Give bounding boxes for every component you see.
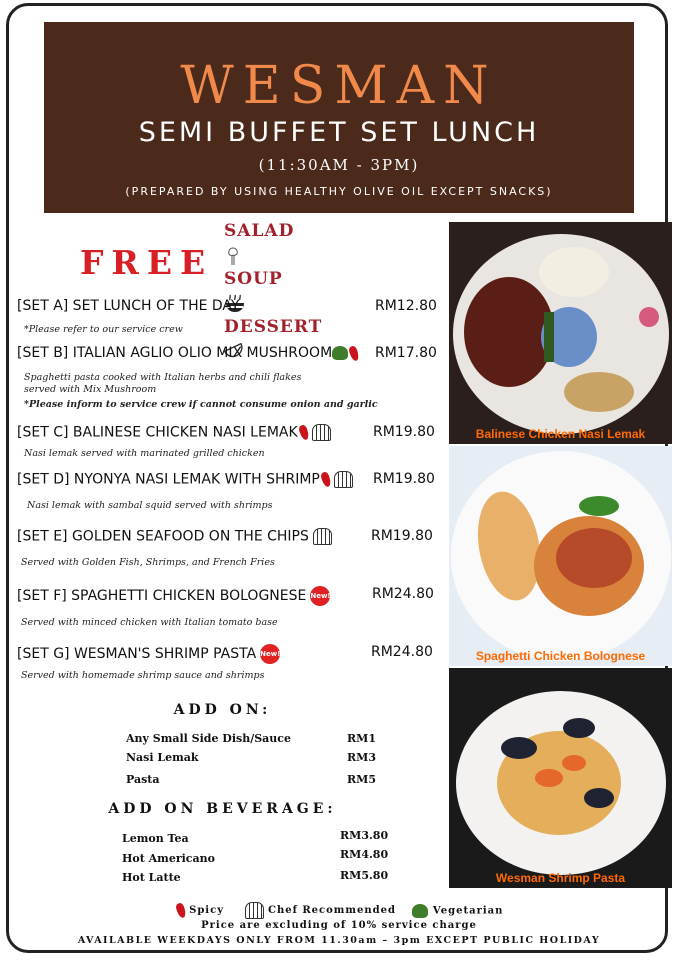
set-e-desc: Served with Golden Fish, Shrimps, and French Fries [21,557,275,568]
set-f-name-wrap [17,586,330,606]
set-g-name: [SET G] WESMAN'S SHRIMP PASTA [17,646,257,662]
set-f-desc: Served with minced chicken with Italian tomato base [21,617,278,628]
icon-legend [0,902,678,919]
add-on-item-price: RM1 [347,732,376,745]
beverage-item-name: Hot Americano [122,852,215,865]
nasi-lemak-dish [449,222,672,444]
chef-hat-icon [312,424,331,441]
set-e-price: RM19.80 [371,528,433,544]
chef-hat-icon [245,902,264,919]
set-b-price: RM17.80 [375,345,437,361]
beverage-item-name: Lemon Tea [122,832,189,845]
new-badge: New! [310,586,330,606]
set-b-name: [SET B] ITALIAN AGLIO OLIO MIX MUSHROOM [17,345,333,361]
add-on-item-name: Pasta [126,773,160,786]
set-a-name: [SET A] SET LUNCH OF THE DAY [17,298,240,314]
serving-hours: (11:30AM - 3PM) [258,156,420,174]
set-e-name: [SET E] GOLDEN SEAFOOD ON THE CHIPS [17,528,309,545]
broccoli-icon [332,346,348,360]
free-item-soup: SOUP [224,267,322,315]
chili-icon [174,902,186,919]
add-on-item-name: Any Small Side Dish/Sauce [126,732,291,745]
free-item-dessert: DESSERT [224,315,322,363]
set-b-name-wrap [17,345,358,361]
menu-subtitle: SEMI BUFFET SET LUNCH [138,117,540,148]
set-g-desc: Served with homemade shrimp sauce and shrimps [21,670,265,681]
beverage-item-price: RM3.80 [340,829,389,842]
set-f-price: RM24.80 [372,586,434,602]
availability-note: AVAILABLE WEEKDAYS ONLY FROM 11.30am – 3pm EXCEPT PUBLIC HOLIDAY [77,935,601,946]
free-item-salad: SALAD [224,219,322,267]
beverage-item-name: Hot Latte [122,871,181,884]
set-c-desc: Nasi lemak served with marinated grilled chicken [24,448,265,459]
salad-icon [224,246,242,266]
add-on-item-price: RM3 [347,751,376,764]
legend-spicy: Spicy [175,903,224,918]
set-a-desc: *Please refer to our service crew [24,324,183,335]
add-on-item-price: RM5 [347,773,376,786]
brand-title: WESMAN [180,56,498,116]
photo-caption: Spaghetti Chicken Bolognese [475,649,646,663]
add-on-title: ADD ON: [173,702,272,718]
set-e-name-wrap [17,528,332,545]
set-d-desc: Nasi lemak with sambal squid served with shrimps [27,500,273,511]
set-b-note: *Please inform to service crew if cannot consume onion and garlic [24,399,378,410]
photo-shrimp-pasta [449,668,672,888]
set-c-price: RM19.80 [373,424,435,440]
photo-bolognese [449,446,672,666]
set-d-name-wrap [17,471,353,488]
legend-veg: Vegetarian [412,904,503,918]
beverage-item-price: RM5.80 [340,869,389,882]
free-label: FREE [80,243,214,282]
set-c-name: [SET C] BALINESE CHICKEN NASI LEMAK [17,424,298,441]
free-items [224,219,322,363]
set-d-price: RM19.80 [373,471,435,487]
set-g-name-wrap [17,644,280,664]
set-a-price: RM12.80 [375,298,437,314]
beverage-item-price: RM4.80 [340,848,389,861]
service-charge-note: Price are excluding of 10% service charge [201,920,477,931]
shrimp-pasta-dish [449,668,672,888]
broccoli-icon [412,904,428,918]
chili-icon [320,471,332,488]
legend-chef: Chef Recommended [241,902,396,919]
olive-oil-note: (PREPARED BY USING HEALTHY OLIVE OIL EXCEPT SNACKS) [125,185,553,198]
new-badge: New! [260,644,280,664]
photo-caption: Balinese Chicken Nasi Lemak [475,427,646,441]
set-b-desc-1: Spaghetti pasta cooked with Italian herbs and chili flakes [24,372,302,383]
chili-icon [298,424,310,441]
set-c-name-wrap [17,424,331,441]
menu-header [44,22,634,213]
set-f-name: [SET F] SPAGHETTI CHICKEN BOLOGNESE [17,588,307,604]
set-b-desc-2: served with Mix Mushroom [24,384,157,395]
photo-caption: Wesman Shrimp Pasta [495,871,626,885]
add-on-item-name: Nasi Lemak [126,751,199,764]
set-g-price: RM24.80 [371,644,433,660]
bolognese-dish [449,446,672,666]
beverage-title: ADD ON BEVERAGE: [108,801,337,817]
set-d-name: [SET D] NYONYA NASI LEMAK WITH SHRIMP [17,471,320,488]
chef-hat-icon [334,471,353,488]
chef-hat-icon [313,528,332,545]
photo-nasi-lemak [449,222,672,444]
